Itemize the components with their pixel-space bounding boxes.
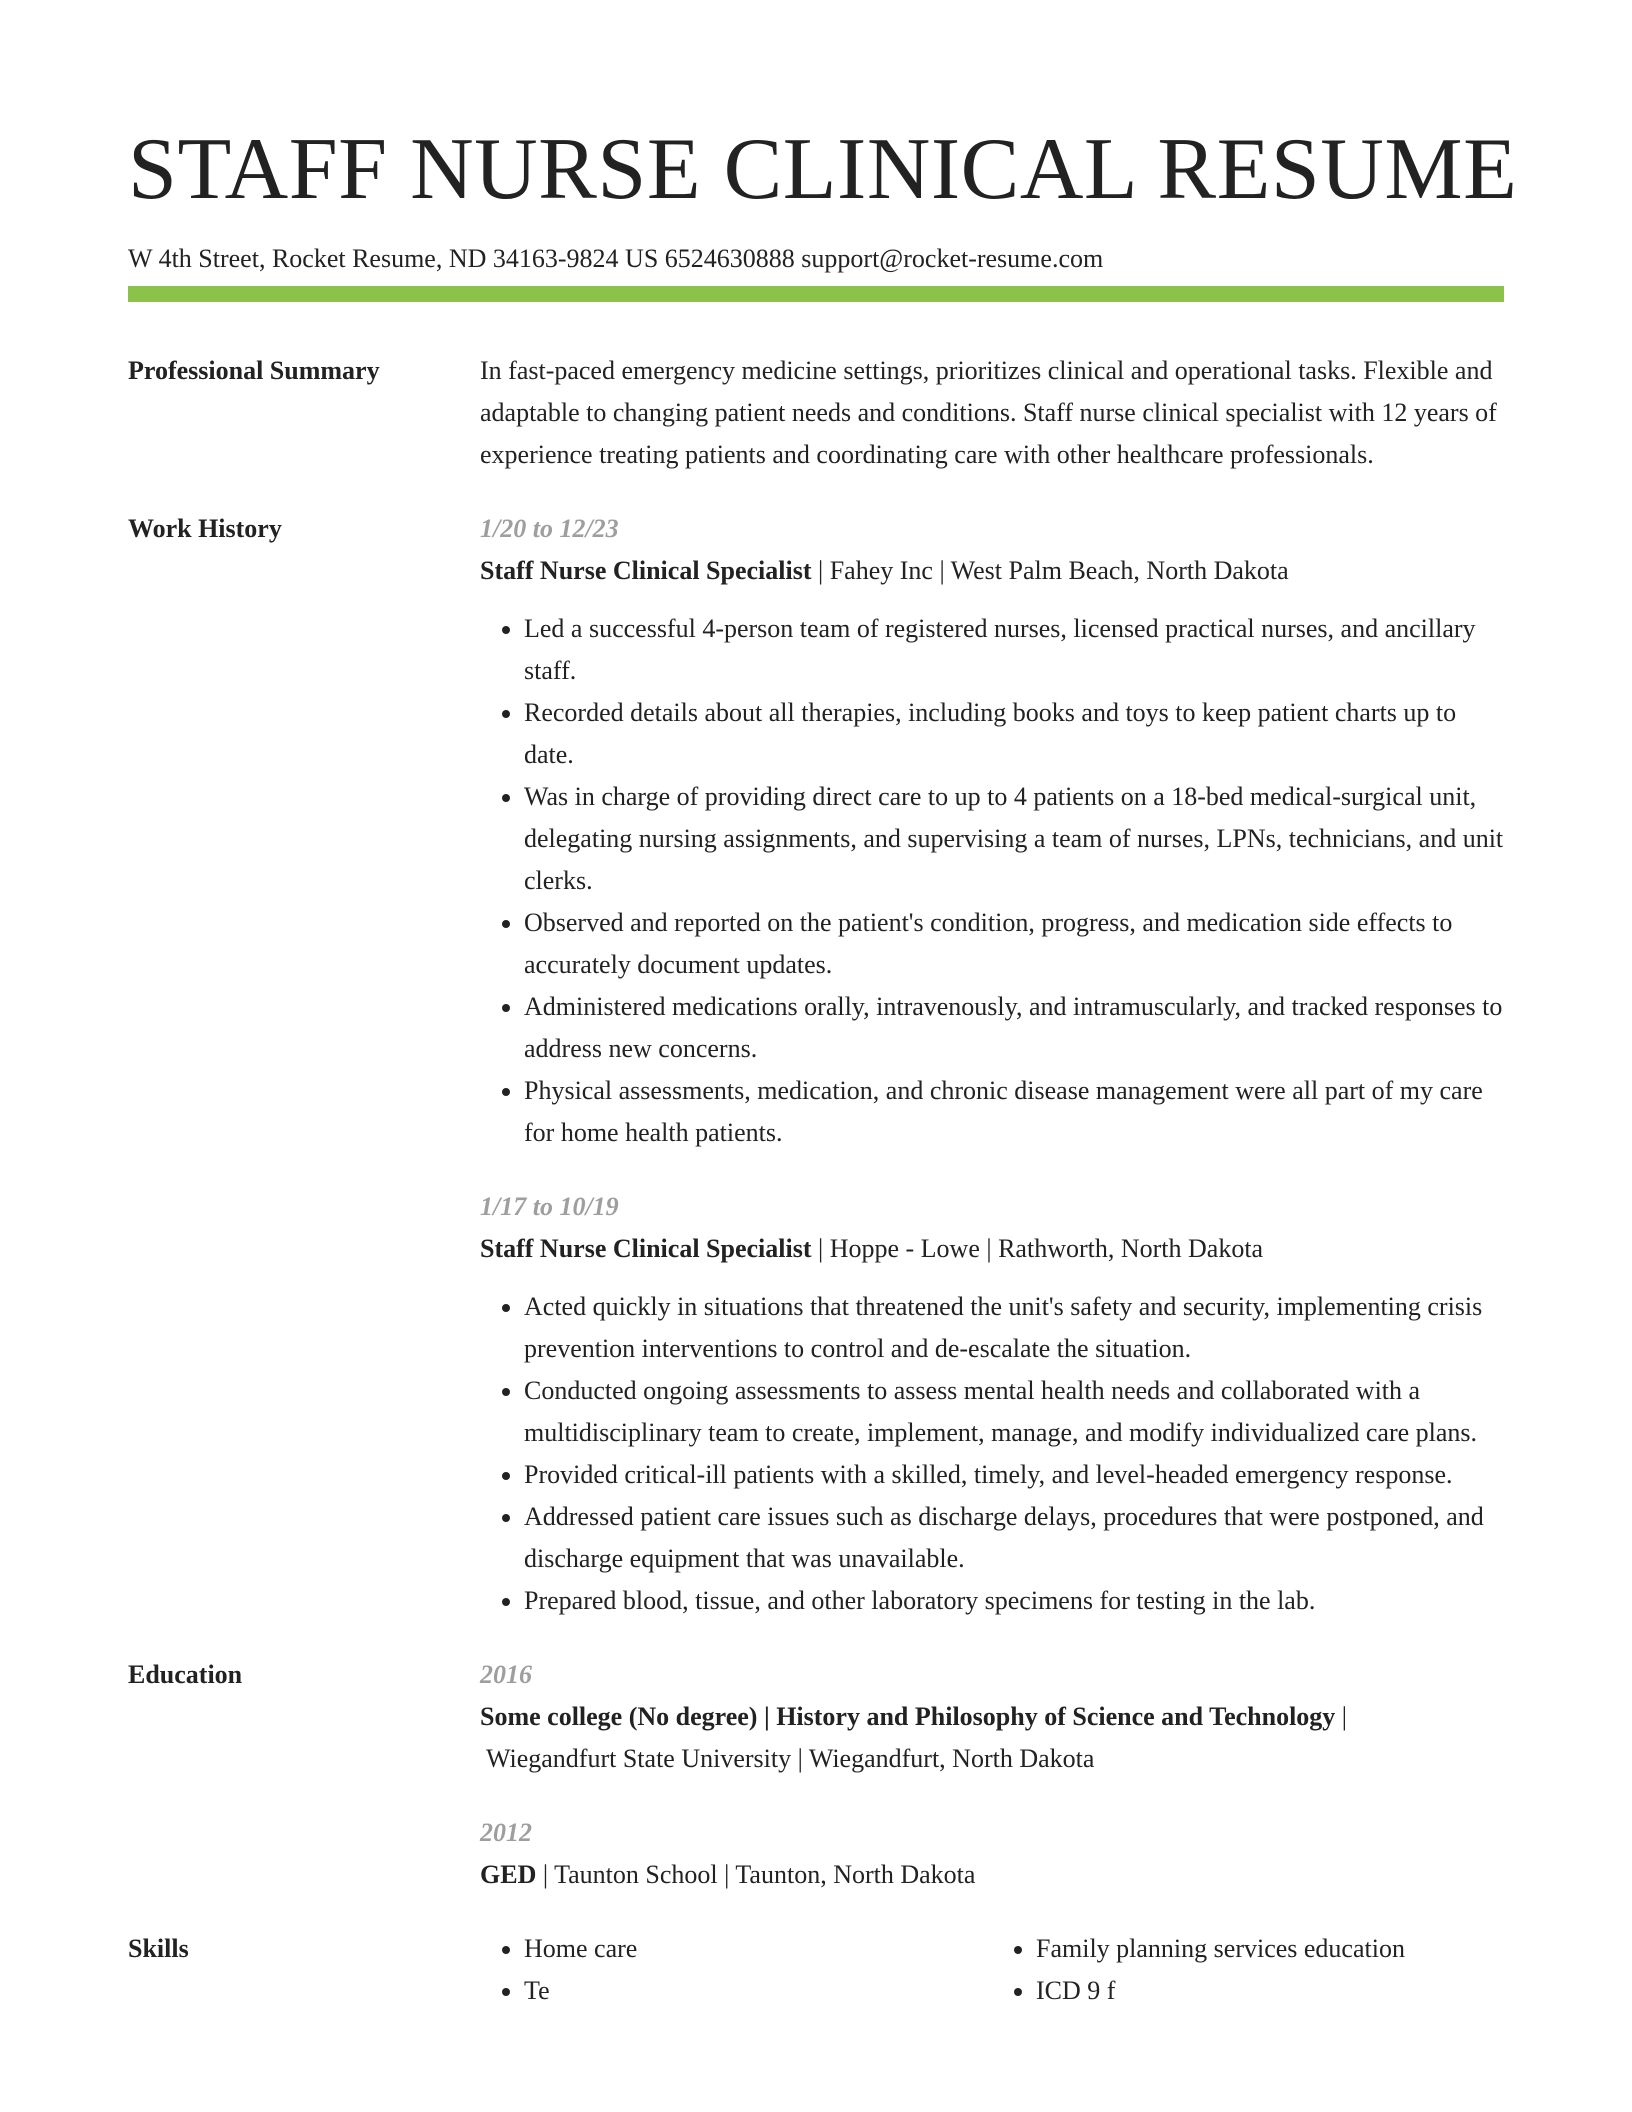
education-separator: | [1335, 1702, 1348, 1731]
section-title-work: Work History [128, 514, 282, 543]
list-item: • Physical assessments, medication, and chronic disease management were all part of my care for home health patients. [524, 1070, 1504, 1154]
job-title-line [480, 550, 1504, 592]
list-item: • Addressed patient care issues such as discharge delays, procedures that were postponed, and discharge equipment that was unavailable. [524, 1496, 1504, 1580]
job-dates: 1/17 to 10/19 [480, 1192, 619, 1221]
skills-section [128, 1928, 1504, 2012]
education-entry [480, 1654, 1504, 1780]
section-title-skills: Skills [128, 1934, 189, 1963]
skills-body [480, 1928, 1504, 2012]
job-role: Staff Nurse Clinical Specialist [480, 1234, 812, 1263]
list-item: • Was in charge of providing direct care to up to 4 patients on a 18-bed medical-surgical unit, delegating nursing assignments, and supervising a team of nurses, LPNs, technicians, and unit clerks. [524, 776, 1504, 902]
job-employer-location: | Fahey Inc | West Palm Beach, North Dakota [811, 556, 1289, 585]
job-entry [480, 508, 1504, 1154]
skill-item: • Family planning services education [1036, 1928, 1504, 1970]
job-employer-location: | Hoppe - Lowe | Rathworth, North Dakota [811, 1234, 1264, 1263]
resume-name: STAFF NURSE CLINICAL RESUME [128, 121, 1518, 218]
job-entry [480, 1186, 1504, 1622]
summary-text: In fast-paced emergency medicine settings, prioritizes clinical and operational tasks. Flexible and adaptable to changing patient needs and conditions. Staff nurse clinical specialist with 12 years of experience treating patients and coordinating care with other healthcare professionals. [480, 356, 1497, 469]
education-degree: Some college (No degree) | History and Philosophy of Science and Technology [480, 1702, 1336, 1731]
education-degree-line [480, 1854, 1504, 1896]
summary-body [480, 350, 1504, 476]
job-responsibilities [480, 608, 1504, 1154]
section-title-summary: Professional Summary [128, 356, 380, 385]
skill-item: • Home care [524, 1928, 992, 1970]
list-item: • Conducted ongoing assessments to assess mental health needs and collaborated with a multidisciplinary team to create, implement, manage, and modify individualized care plans. [524, 1370, 1504, 1454]
education-degree-line [480, 1696, 1504, 1738]
list-item: • Prepared blood, tissue, and other laboratory specimens for testing in the lab. [524, 1580, 1504, 1622]
education-school: Wiegandfurt State University | Wiegandfurt, North Dakota [486, 1744, 1095, 1773]
skill-item: • Te [524, 1970, 992, 2012]
education-year: 2016 [480, 1660, 532, 1689]
skill-item: • ICD 9 f [1036, 1970, 1504, 2012]
list-item: • Led a successful 4-person team of registered nurses, licensed practical nurses, and ancillary staff. [524, 608, 1504, 692]
job-role: Staff Nurse Clinical Specialist [480, 556, 812, 585]
job-title-line [480, 1228, 1504, 1270]
resume-content [128, 350, 1504, 2012]
job-dates: 1/20 to 12/23 [480, 514, 619, 543]
list-item: • Acted quickly in situations that threatened the unit's safety and security, implementing crisis prevention interventions to control and de-escalate the situation. [524, 1286, 1504, 1370]
education-entry [480, 1812, 1504, 1896]
header-divider [128, 286, 1504, 302]
education-body [480, 1654, 1504, 1896]
list-item: • Provided critical-ill patients with a skilled, timely, and level-headed emergency response. [524, 1454, 1504, 1496]
professional-summary-section [128, 350, 1504, 476]
work-history-section [128, 508, 1504, 1622]
list-item: • Administered medications orally, intravenously, and intramuscularly, and tracked responses to address new concerns. [524, 986, 1504, 1070]
contact-info: W 4th Street, Rocket Resume, ND 34163-9824 US 6524630888 support@rocket-resume.com [128, 244, 1104, 273]
list-item: • Observed and reported on the patient's condition, progress, and medication side effects to accurately document updates. [524, 902, 1504, 986]
skills-column-left [480, 1928, 992, 2012]
education-degree: GED [480, 1860, 537, 1889]
work-history-body [480, 508, 1504, 1622]
education-section [128, 1654, 1504, 1896]
education-year: 2012 [480, 1818, 532, 1847]
section-title-education: Education [128, 1660, 243, 1689]
resume-header [128, 118, 1518, 276]
list-item: • Recorded details about all therapies, including books and toys to keep patient charts up to date. [524, 692, 1504, 776]
skills-column-right [992, 1928, 1504, 2012]
education-school: | Taunton School | Taunton, North Dakota [536, 1860, 976, 1889]
job-responsibilities [480, 1286, 1504, 1622]
skills-grid [480, 1928, 1504, 2012]
